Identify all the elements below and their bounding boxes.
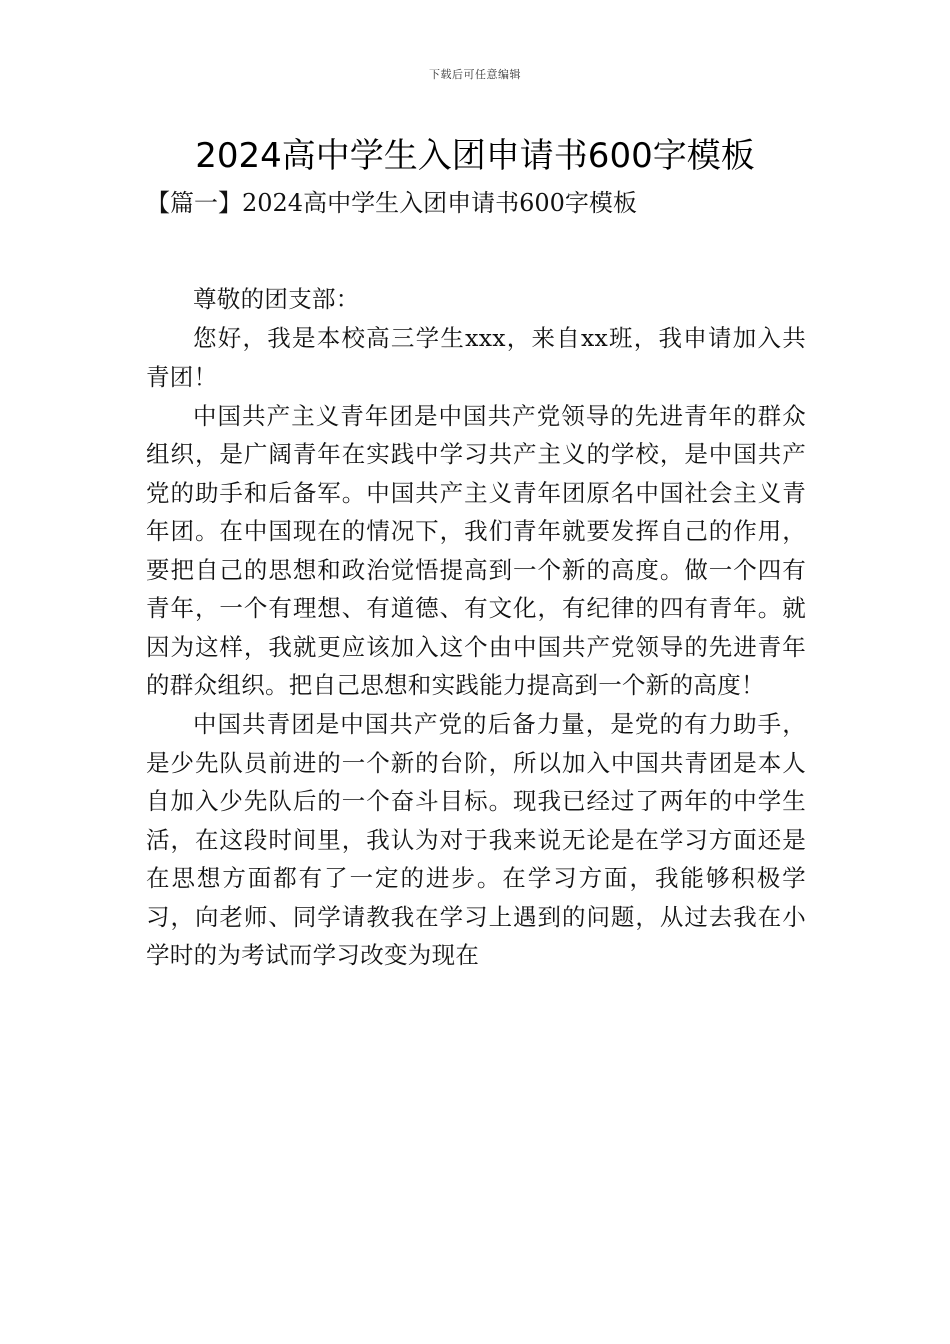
document-title: 2024高中学生入团申请书600字模板 <box>195 136 755 176</box>
greeting-paragraph: 您好，我是本校高三学生xxx，来自xx班，我申请加入共青团！ <box>146 324 806 391</box>
header-note: 下载后可任意编辑 <box>429 68 521 81</box>
salutation-paragraph: 尊敬的团支部： <box>193 285 360 313</box>
body-paragraph: 中国共产主义青年团是中国共产党领导的先进青年的群众组织，是广阔青年在实践中学习共产主义的学校，是中国共产党的助手和后备军。中国共产主义青年团原名中国社会主义青年团。在中国现在的情况下，我们青年就要发挥自己的作用，要把自己的思想和政治觉悟提高到一个新的高度。做一个四有青年，一个有理想、有道德、有文化，有纪律的四有青年。就因为这样，我就更应该加入这个由中国共产党领导的先进青年的群众组织。把自己思想和实践能力提高到一个新的高度！ <box>146 401 806 699</box>
document-body <box>146 280 806 975</box>
body-paragraph: 中国共青团是中国共产党的后备力量，是党的有力助手，是少先队员前进的一个新的台阶，所以加入中国共青团是本人自加入少先队后的一个奋斗目标。现我已经过了两年的中学生活，在这段时间里，我认为对于我来说无论是在学习方面还是在思想方面都有了一定的进步。在学习方面，我能够积极学习，向老师、同学请教我在学习上遇到的问题，从过去我在小学时的为考试而学习改变为现在 <box>146 710 806 969</box>
section-heading: 【篇一】2024高中学生入团申请书600字模板 <box>146 189 637 217</box>
